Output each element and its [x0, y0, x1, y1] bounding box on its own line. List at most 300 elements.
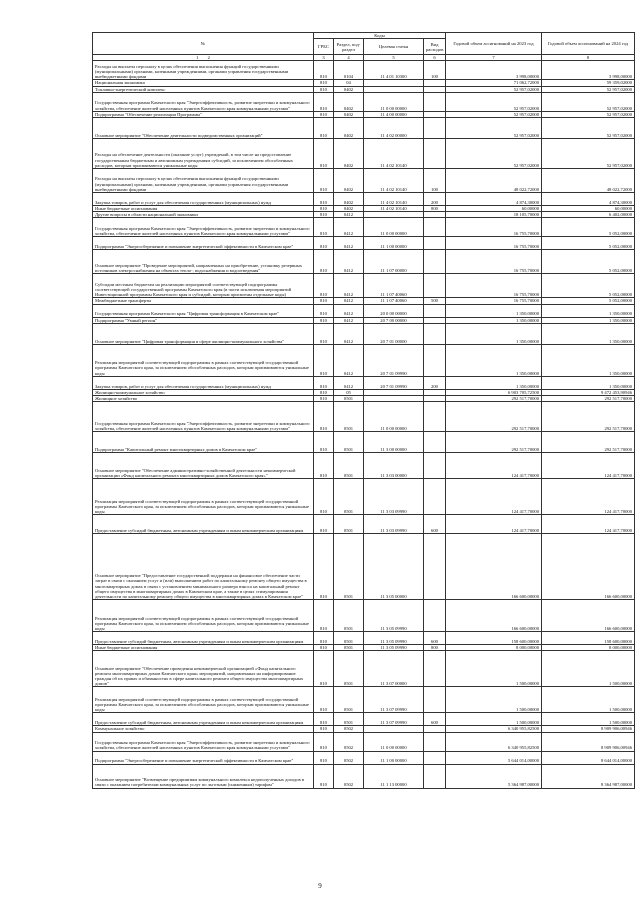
row-expense-type: 100 [424, 169, 446, 193]
row-expense-type [424, 687, 446, 713]
row-section: 0412 [334, 218, 364, 237]
table-row [93, 169, 635, 193]
row-section: 0501 [334, 396, 364, 402]
table-row [93, 218, 635, 237]
table-row [93, 600, 635, 632]
row-grbs: 810 [314, 80, 334, 86]
row-grbs: 810 [314, 479, 334, 515]
row-section: 0502 [334, 751, 364, 764]
row-grbs: 810 [314, 298, 334, 304]
row-target: 11 3 05 09990 [364, 600, 424, 632]
row-amount-2024: 48 022,72000 [542, 169, 635, 193]
row-grbs: 810 [314, 645, 334, 651]
row-amount-2023: 18 105,70000 [446, 212, 542, 218]
row-expense-type [424, 323, 446, 344]
row-section: 0501 [334, 402, 364, 432]
table-header [93, 33, 635, 61]
row-name: Подпрограмма "Энергосбережение и повышение энергетической эффективности в Камчатском крае" [93, 751, 314, 764]
row-amount-2023: 52 957,02000 [446, 139, 542, 169]
row-expense-type [424, 118, 446, 139]
row-amount-2024: 5 052,00000 [542, 218, 635, 237]
row-amount-2023: 1 350,00000 [446, 344, 542, 376]
row-expense-type: 200 [424, 193, 446, 206]
row-grbs: 810 [314, 515, 334, 534]
row-target: 11 4 00 00000 [364, 111, 424, 117]
row-amount-2024: 158 600,00000 [542, 632, 635, 645]
row-target: 11 0 00 00000 [364, 732, 424, 751]
header-target: Целевая статья [364, 39, 424, 55]
row-target: 11 3 07 09990 [364, 687, 424, 713]
row-section: 0402 [334, 86, 364, 92]
row-amount-2023: 1 350,00000 [446, 304, 542, 317]
header-exp-type: Вид расходов [424, 39, 446, 55]
row-expense-type [424, 732, 446, 751]
row-target: 11 3 07 00000 [364, 651, 424, 687]
row-section: 0412 [334, 376, 364, 389]
row-name: Закупка товаров, работ и услуг для обеспечения государственных (муниципальных) нужд [93, 193, 314, 206]
row-grbs: 810 [314, 218, 334, 237]
row-name: Жилищное хозяйство [93, 396, 314, 402]
row-amount-2024: 1 350,00000 [542, 317, 635, 323]
table-row [93, 651, 635, 687]
row-amount-2023: 6 340 955,82500 [446, 732, 542, 751]
row-expense-type: 100 [424, 61, 446, 80]
row-amount-2023: 1 500,00000 [446, 651, 542, 687]
row-expense-type [424, 453, 446, 479]
row-grbs: 810 [314, 193, 334, 206]
index-6: 6 [424, 55, 446, 61]
index-7: 7 [446, 55, 542, 61]
row-section: 0412 [334, 298, 364, 304]
table-row [93, 432, 635, 453]
row-name: Расходы на выплаты персоналу в целях обеспечения выполнения функций государственными (муниципальными) органами, казенными учреждениями, органами управления государственными внебюджетными фондами [93, 169, 314, 193]
table-row [93, 237, 635, 250]
row-section: 0501 [334, 632, 364, 645]
row-amount-2024: 8 364 987,00000 [542, 764, 635, 788]
row-name: Реализация мероприятий соответствующей подпрограммы в рамках соответствующей государственной программы Камчатского края, за исключением обособленных расходов, которым присваиваются уникальные коды [93, 600, 314, 632]
row-grbs: 810 [314, 206, 334, 212]
row-expense-type [424, 304, 446, 317]
row-name: Жилищно-коммунальное хозяйство [93, 389, 314, 395]
row-amount-2024: 6 402,00000 [542, 212, 635, 218]
row-target: 11 1 07 40060 [364, 298, 424, 304]
row-amount-2023: 5 644 014,00000 [446, 751, 542, 764]
row-name: Предоставление субсидий бюджетным, автономным учреждениям и иным некоммерческим организациям [93, 515, 314, 534]
row-target: 11 3 05 09990 [364, 632, 424, 645]
table-row [93, 534, 635, 600]
header-2023: Годовой объем ассигнований на 2023 год [446, 33, 542, 55]
index-8: 8 [542, 55, 635, 61]
row-amount-2024: 1 350,00000 [542, 376, 635, 389]
row-section: 0412 [334, 274, 364, 298]
row-section: 0501 [334, 600, 364, 632]
row-expense-type [424, 764, 446, 788]
row-amount-2024: 1 500,00000 [542, 713, 635, 726]
row-amount-2024: 52 957,02000 [542, 86, 635, 92]
row-expense-type [424, 600, 446, 632]
row-grbs: 810 [314, 453, 334, 479]
row-expense-type [424, 139, 446, 169]
row-grbs: 810 [314, 274, 334, 298]
row-grbs: 810 [314, 732, 334, 751]
row-amount-2024: 52 957,02000 [542, 118, 635, 139]
table-row [93, 479, 635, 515]
row-name: Закупка товаров, работ и услуг для обеспечения государственных (муниципальных) нужд [93, 376, 314, 389]
row-target: 11 0 00 00000 [364, 218, 424, 237]
row-amount-2023: 6 340 955,82500 [446, 726, 542, 732]
row-expense-type [424, 218, 446, 237]
row-name: Топливно-энергетический комплекс [93, 86, 314, 92]
table-row [93, 632, 635, 645]
row-grbs: 810 [314, 600, 334, 632]
row-section: 0501 [334, 515, 364, 534]
table-row [93, 376, 635, 389]
row-amount-2023: 1 500,00000 [446, 713, 542, 726]
row-section: 0412 [334, 344, 364, 376]
row-target: 11 3 00 00000 [364, 432, 424, 453]
page-number: 9 [318, 882, 322, 890]
row-expense-type: 600 [424, 515, 446, 534]
row-amount-2023: 124 417,70000 [446, 453, 542, 479]
row-name: Подпрограмма "Капитальный ремонт многоквартирных домов в Камчатском крае" [93, 432, 314, 453]
row-amount-2024: 1 500,00000 [542, 687, 635, 713]
row-target: 11 1 00 00000 [364, 237, 424, 250]
row-amount-2023: 71 062,72000 [446, 80, 542, 86]
row-amount-2023: 1 350,00000 [446, 323, 542, 344]
row-amount-2023: 158 600,00000 [446, 632, 542, 645]
row-grbs: 810 [314, 344, 334, 376]
row-target: 11 4 01 10300 [364, 61, 424, 80]
row-name: Реализация мероприятий соответствующей подпрограммы в рамках соответствующей государственной программы Камчатского края, за исключением обособленных расходов, которым присваиваются уникальные коды [93, 687, 314, 713]
row-amount-2024: 52 957,02000 [542, 139, 635, 169]
row-expense-type [424, 92, 446, 111]
row-amount-2024: 4 874,30000 [542, 193, 635, 206]
row-amount-2023: 292 517,70000 [446, 402, 542, 432]
row-section: 0501 [334, 687, 364, 713]
row-grbs: 810 [314, 139, 334, 169]
header-grbs: ГРБС [314, 39, 334, 55]
row-name: Основное мероприятие "Цифровая трансформация в сфере жилищно-коммунального хозяйства" [93, 323, 314, 344]
row-amount-2024: 52 957,02000 [542, 111, 635, 117]
row-grbs: 810 [314, 402, 334, 432]
row-grbs: 810 [314, 118, 334, 139]
row-amount-2023: 4 874,30000 [446, 193, 542, 206]
row-amount-2023: 52 957,02000 [446, 86, 542, 92]
row-amount-2024: 166 600,00000 [542, 600, 635, 632]
row-grbs: 810 [314, 751, 334, 764]
row-section: 0501 [334, 432, 364, 453]
row-name: Иные бюджетные ассигнования [93, 645, 314, 651]
row-target: 11 3 03 00000 [364, 453, 424, 479]
row-amount-2023: 5 364 987,00000 [446, 764, 542, 788]
row-amount-2024: 5 052,00000 [542, 298, 635, 304]
row-amount-2024: 1 350,00000 [542, 323, 635, 344]
row-section: 05 [334, 389, 364, 395]
index-4: 4 [334, 55, 364, 61]
row-name: Расходы на выплаты персоналу в целях обеспечения выполнения функций государственными (муниципальными) органами, казенными учреждениями, органами управления государственными внебюджетными фондами [93, 61, 314, 80]
index-5: 5 [364, 55, 424, 61]
header-codes-group: Коды [314, 33, 446, 39]
row-grbs: 810 [314, 389, 334, 395]
header-2024: Годовой объем ассигнований на 2024 год [542, 33, 635, 55]
row-amount-2024: 292 517,70000 [542, 396, 635, 402]
row-section: 0501 [334, 479, 364, 515]
row-target: 11 1 07 00000 [364, 250, 424, 274]
table-row [93, 751, 635, 764]
row-target: 11 1 00 00000 [364, 751, 424, 764]
row-expense-type [424, 534, 446, 600]
row-expense-type: 800 [424, 645, 446, 651]
row-name: Основное мероприятие "Обеспечение административно-хозяйственной деятельности некоммерческой организации «Фонд капитального ремонта многоквартирных домов Камчатского края»" [93, 453, 314, 479]
row-grbs: 810 [314, 764, 334, 788]
row-section: 0402 [334, 193, 364, 206]
table-row [93, 274, 635, 298]
table-row [93, 402, 635, 432]
table-row [93, 764, 635, 788]
row-amount-2023: 48 022,72000 [446, 169, 542, 193]
row-grbs: 810 [314, 323, 334, 344]
index-3: 3 [314, 55, 334, 61]
row-target: 11 4 02 10140 [364, 139, 424, 169]
row-grbs: 810 [314, 61, 334, 80]
row-amount-2024: 60,00000 [542, 206, 635, 212]
row-amount-2023: 8 000,00000 [446, 645, 542, 651]
row-amount-2023: 292 517,70000 [446, 396, 542, 402]
row-section: 0501 [334, 534, 364, 600]
row-amount-2024: 1 350,00000 [542, 304, 635, 317]
row-target: 11 3 05 09990 [364, 645, 424, 651]
row-name: Реализация мероприятий соответствующей подпрограммы в рамках соответствующей государственной программы Камчатского края, за исключением обособленных расходов, которым присваиваются уникальные коды [93, 479, 314, 515]
row-amount-2024: 124 417,70000 [542, 515, 635, 534]
row-amount-2023: 166 600,00000 [446, 534, 542, 600]
row-amount-2023: 16 755,70000 [446, 274, 542, 298]
row-expense-type [424, 432, 446, 453]
row-expense-type [424, 402, 446, 432]
row-target: 20 7 01 09990 [364, 376, 424, 389]
row-amount-2023: 16 755,70000 [446, 218, 542, 237]
table-row [93, 344, 635, 376]
row-name: Субсидии местным бюджетам на реализацию мероприятий соответствующей подпрограммы соответствующей государственной программы Камчатского края (в части исключения мероприятий Инвестиционной программы Камчатского края и субсидий, которым присвоены отдельные коды) [93, 274, 314, 298]
header-section: Раздел, под-раздел [334, 39, 364, 55]
row-target: 11 1 13 00000 [364, 764, 424, 788]
row-section: 0412 [334, 212, 364, 218]
row-name: Национальная экономика [93, 80, 314, 86]
row-amount-2024: 52 957,02000 [542, 92, 635, 111]
row-section: 0402 [334, 118, 364, 139]
row-amount-2024: 9 472 453,90946 [542, 389, 635, 395]
row-name: Государственная программа Камчатского края "Энергоэффективность, развитие энергетики и коммунального хозяйства, обеспечение жителей населенных пунктов Камчатского края коммунальными услугами" [93, 402, 314, 432]
row-expense-type: 500 [424, 298, 446, 304]
row-amount-2024: 8 000,00000 [542, 645, 635, 651]
row-section: 04 [334, 80, 364, 86]
row-target: 11 1 07 40060 [364, 274, 424, 298]
table-row [93, 250, 635, 274]
row-amount-2023: 16 755,70000 [446, 298, 542, 304]
row-target: 11 3 03 09990 [364, 479, 424, 515]
table-row [93, 118, 635, 139]
row-amount-2023: 6 903 705,72500 [446, 389, 542, 395]
row-section: 0501 [334, 645, 364, 651]
table-row [93, 304, 635, 317]
row-amount-2023: 1 350,00000 [446, 317, 542, 323]
row-name: Основное мероприятие "Обеспечение проведения некоммерческой организацией «Фонд капитального ремонта многоквартирных домов Камчатского края» мероприятий, направленных на информирование граждан об их правах и обязанностях в сфере капитального ремонта общего имущества многоквартирных домов" [93, 651, 314, 687]
row-amount-2024: 124 417,70000 [542, 453, 635, 479]
row-expense-type [424, 651, 446, 687]
table-row [93, 732, 635, 751]
row-amount-2024: 5 052,00000 [542, 274, 635, 298]
row-section: 0104 [334, 61, 364, 80]
row-section: 0412 [334, 323, 364, 344]
row-target: 11 4 02 10140 [364, 206, 424, 212]
table-row [93, 453, 635, 479]
row-amount-2023: 16 755,70000 [446, 237, 542, 250]
row-grbs: 810 [314, 534, 334, 600]
row-amount-2024: 8 909 906,00946 [542, 726, 635, 732]
row-target: 20 7 01 09990 [364, 344, 424, 376]
row-amount-2024: 166 600,00000 [542, 534, 635, 600]
row-name: Подпрограмма "Обеспечение реализации Программы" [93, 111, 314, 117]
row-amount-2024: 124 417,70000 [542, 479, 635, 515]
table-row [93, 193, 635, 206]
row-grbs: 810 [314, 212, 334, 218]
row-target: 11 4 02 00000 [364, 118, 424, 139]
row-section: 0402 [334, 92, 364, 111]
row-expense-type: 800 [424, 206, 446, 212]
row-name: Основное мероприятие "Обеспечение деятельности подведомственных организаций" [93, 118, 314, 139]
row-amount-2023: 166 600,00000 [446, 600, 542, 632]
row-section: 0402 [334, 206, 364, 212]
row-expense-type [424, 751, 446, 764]
budget-table [92, 32, 635, 789]
row-grbs: 810 [314, 304, 334, 317]
row-target: 11 3 03 09990 [364, 515, 424, 534]
row-name: Коммунальное хозяйство [93, 726, 314, 732]
row-section: 0502 [334, 726, 364, 732]
table-row [93, 92, 635, 111]
row-expense-type: 200 [424, 376, 446, 389]
row-amount-2024: 59 359,02000 [542, 80, 635, 86]
row-grbs: 810 [314, 317, 334, 323]
row-grbs: 810 [314, 111, 334, 117]
row-name: Подпрограмма "Умный регион" [93, 317, 314, 323]
row-amount-2023: 3 998,00000 [446, 61, 542, 80]
row-name: Предоставление субсидий бюджетным, автономным учреждениям и иным некоммерческим организациям [93, 713, 314, 726]
row-amount-2023: 52 957,02000 [446, 118, 542, 139]
table-row [93, 139, 635, 169]
row-amount-2023: 52 957,02000 [446, 92, 542, 111]
row-grbs: 810 [314, 92, 334, 111]
row-amount-2024: 8 909 906,00946 [542, 732, 635, 751]
row-target: 11 3 07 09990 [364, 713, 424, 726]
row-grbs: 810 [314, 237, 334, 250]
row-name: Межбюджетные трансферты [93, 298, 314, 304]
row-grbs: 810 [314, 651, 334, 687]
row-section: 0501 [334, 713, 364, 726]
row-target: 11 0 00 00000 [364, 92, 424, 111]
row-grbs: 810 [314, 250, 334, 274]
row-expense-type: 600 [424, 713, 446, 726]
row-grbs: 810 [314, 376, 334, 389]
table-body [93, 61, 635, 788]
row-section: 0402 [334, 169, 364, 193]
row-target: 20 0 00 00000 [364, 304, 424, 317]
row-name: Другие вопросы в области национальной экономики [93, 212, 314, 218]
row-name: Реализация мероприятий соответствующей подпрограммы в рамках соответствующей государственной программы Камчатского края, за исключением обособленных расходов, которым присваиваются уникальные коды [93, 344, 314, 376]
row-amount-2024: 292 517,70000 [542, 432, 635, 453]
row-target: 20 7 00 00000 [364, 317, 424, 323]
row-target: 11 0 00 00000 [364, 402, 424, 432]
index-1-2: 1 2 [93, 55, 314, 61]
row-grbs: 810 [314, 726, 334, 732]
row-amount-2023: 52 957,02000 [446, 111, 542, 117]
row-amount-2024: 1 350,00000 [542, 344, 635, 376]
row-expense-type: 600 [424, 632, 446, 645]
row-grbs: 810 [314, 396, 334, 402]
table-row [93, 515, 635, 534]
row-target: 11 4 02 10140 [364, 169, 424, 193]
row-name: Государственная программа Камчатского края "Энергоэффективность, развитие энергетики и коммунального хозяйства, обеспечение жителей населенных пунктов Камчатского края коммунальными услугами" [93, 92, 314, 111]
row-section: 0402 [334, 139, 364, 169]
row-expense-type [424, 250, 446, 274]
row-amount-2024: 5 052,00000 [542, 250, 635, 274]
row-amount-2024: 1 500,00000 [542, 651, 635, 687]
row-grbs: 810 [314, 713, 334, 726]
row-name: Иные бюджетные ассигнования [93, 206, 314, 212]
row-section: 0501 [334, 453, 364, 479]
row-amount-2023: 124 417,70000 [446, 515, 542, 534]
header-num: № [93, 33, 314, 55]
row-target: 11 4 02 10140 [364, 193, 424, 206]
row-amount-2024: 8 644 014,00000 [542, 751, 635, 764]
table-row [93, 61, 635, 80]
row-amount-2023: 124 417,70000 [446, 479, 542, 515]
row-name: Основное мероприятие "Возмещение предприятиям коммунального комплекса недополученных доходов в связи с оказанием потребителям коммунальных услуг по льготным (сниженным) тарифам" [93, 764, 314, 788]
table-row [93, 323, 635, 344]
row-grbs: 810 [314, 632, 334, 645]
row-amount-2023: 1 350,00000 [446, 376, 542, 389]
row-name: Государственная программа Камчатского края "Энергоэффективность, развитие энергетики и коммунального хозяйства, обеспечение жителей населенных пунктов Камчатского края коммунальными услугами" [93, 218, 314, 237]
row-expense-type [424, 344, 446, 376]
row-name: Предоставление субсидий бюджетным, автономным учреждениям и иным некоммерческим организациям [93, 632, 314, 645]
table-row [93, 713, 635, 726]
row-target: 11 3 05 00000 [364, 534, 424, 600]
row-name: Подпрограмма "Энергосбережение и повышение энергетической эффективности в Камчатском крае" [93, 237, 314, 250]
row-section: 0412 [334, 317, 364, 323]
row-amount-2024: 292 517,70000 [542, 402, 635, 432]
row-expense-type [424, 274, 446, 298]
row-section: 0402 [334, 111, 364, 117]
row-expense-type [424, 237, 446, 250]
row-amount-2024: 5 052,00000 [542, 237, 635, 250]
row-amount-2023: 1 500,00000 [446, 687, 542, 713]
row-target: 20 7 01 00000 [364, 323, 424, 344]
row-grbs: 810 [314, 687, 334, 713]
row-name: Государственная программа Камчатского края "Цифровая трансформация в Камчатском крае" [93, 304, 314, 317]
row-amount-2024: 3 998,00000 [542, 61, 635, 80]
row-section: 0412 [334, 304, 364, 317]
row-name: Основное мероприятие "Предоставление государственной поддержки на финансовое обеспечение части затрат в связи с оказанием услуг и (или) выполнением работ по капитальному ремонту общего имущества в многоквартирных домах в связи с установлением минимального размера взноса на капитальный ремонт общего имущества в многоквартирных домах в Камчатском крае, а также в целях стимулирования деятельности по капитальному ремонту общего имущества в многоквартирных домах в Камчатском крае" [93, 534, 314, 600]
row-grbs: 810 [314, 86, 334, 92]
row-name: Основное мероприятие "Проведение мероприятий, направленных на приобретение, установку резервных источников электроснабжения на объектах тепло-, водоснабжения и водоотведения" [93, 250, 314, 274]
row-section: 0501 [334, 651, 364, 687]
row-amount-2023: 16 755,70000 [446, 250, 542, 274]
table-row [93, 687, 635, 713]
row-expense-type [424, 479, 446, 515]
row-amount-2023: 292 517,70000 [446, 432, 542, 453]
row-grbs: 810 [314, 432, 334, 453]
row-name: Расходы на обеспечение деятельности (оказание услуг) учреждений, в том числе на предоставление государственным бюджетным и автономным учреждениям субсидий, за исключением обособленных расходов, которым присваиваются уникальные коды [93, 139, 314, 169]
row-section: 0412 [334, 250, 364, 274]
